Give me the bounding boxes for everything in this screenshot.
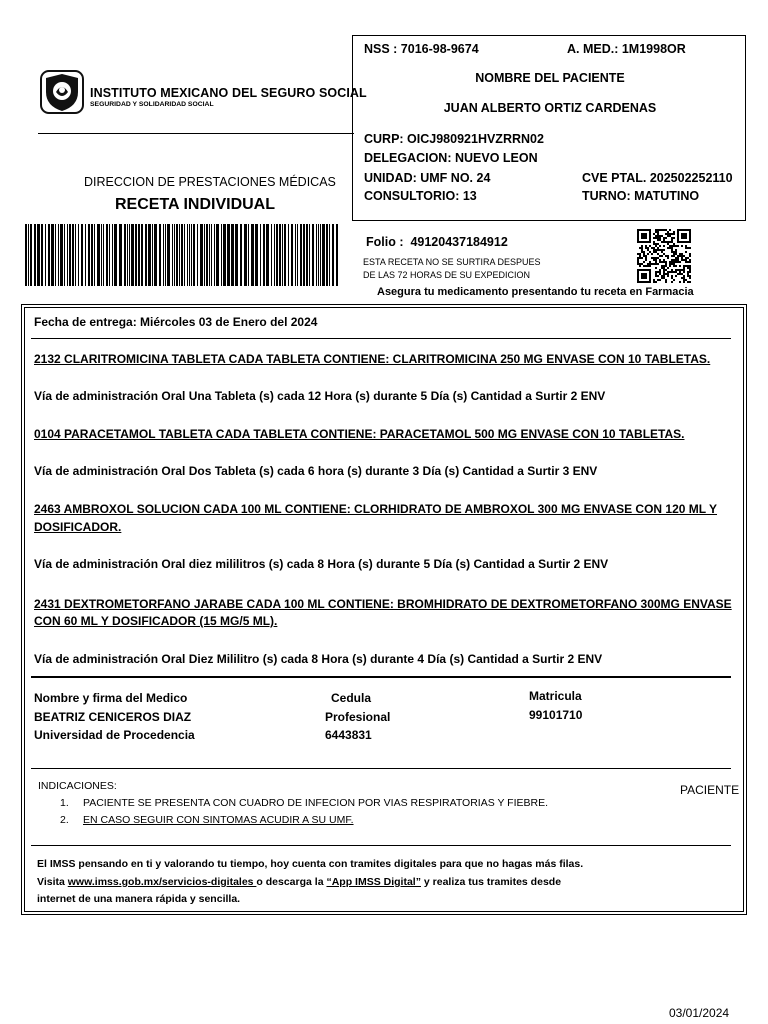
med-desc-4a: 2431 DEXTROMETORFANO JARABE CADA 100 ML CONTIENE: BROMHIDRATO DE DEXTROMETORFANO 300MG ENVASE bbox=[34, 597, 732, 611]
med-via-2: Vía de administración Oral Dos Tableta (s) cada 6 hora (s) durante 3 Día (s) Cantidad a Surtir 3 ENV bbox=[34, 464, 598, 478]
footer-rest: y realiza tus tramites desde bbox=[420, 876, 562, 888]
footer-visita: Visita bbox=[37, 876, 68, 888]
indicaciones-divider bbox=[31, 768, 731, 769]
nss: NSS : 7016-98-9674 bbox=[364, 42, 479, 56]
universidad-label: Universidad de Procedencia bbox=[34, 728, 195, 742]
cedula-label-2: Profesional bbox=[325, 710, 391, 724]
matricula-value: 99101710 bbox=[529, 708, 583, 722]
med-desc-2: 0104 PARACETAMOL TABLETA CADA TABLETA CONTIENE: PARACETAMOL 500 MG ENVASE CON 10 TABLETAS. bbox=[34, 427, 685, 441]
footer-line-3: internet de una manera rápida y sencilla. bbox=[37, 893, 241, 905]
med-desc-3a: 2463 AMBROXOL SOLUCION CADA 100 ML CONTIENE: CLORHIDRATO DE AMBROXOL 300 MG ENVASE CON 120 ML Y bbox=[34, 502, 718, 516]
matricula-label: Matricula bbox=[529, 689, 582, 703]
med-desc-3b: DOSIFICADOR. bbox=[34, 520, 122, 534]
fecha-divider bbox=[31, 338, 731, 339]
unidad: UNIDAD: UMF NO. 24 bbox=[364, 171, 491, 185]
folio-note-line1: ESTA RECETA NO SE SURTIRA DESPUES bbox=[363, 257, 541, 267]
med-via-4: Vía de administración Oral Diez Mililitro (s) cada 8 Hora (s) durante 4 Día (s) Cantidad a Surtir 2 ENV bbox=[34, 652, 603, 666]
patient-info-box bbox=[352, 35, 746, 221]
consultorio: CONSULTORIO: 13 bbox=[364, 189, 477, 203]
folio-label: Folio : bbox=[366, 235, 404, 249]
med-via-3: Vía de administración Oral diez mililitros (s) cada 8 Hora (s) durante 5 Día (s) Cantidad a Surtir 2 ENV bbox=[34, 557, 609, 571]
footer-line-2 bbox=[37, 876, 561, 888]
footer-o: o descarga la bbox=[256, 876, 327, 888]
qr-code bbox=[637, 229, 691, 283]
indicaciones-label: INDICACIONES: bbox=[38, 780, 117, 792]
footer-divider bbox=[31, 845, 731, 846]
cedula-label: Cedula bbox=[331, 691, 372, 705]
app-imss-digital: “App IMSS Digital” bbox=[326, 876, 421, 888]
med-desc-4b: CON 60 ML Y DOSIFICADOR (15 MG/5 ML). bbox=[34, 614, 278, 628]
folio-value: 49120437184912 bbox=[410, 235, 508, 249]
indicacion-2: EN CASO SEGUIR CON SINTOMAS ACUDIR A SU UMF. bbox=[83, 814, 354, 826]
receta-title: RECETA INDIVIDUAL bbox=[115, 196, 275, 213]
imss-services-link[interactable]: www.imss.gob.mx/servicios-digitales bbox=[67, 876, 257, 888]
medico-divider bbox=[31, 676, 731, 678]
a-med: A. MED.: 1M1998OR bbox=[567, 42, 686, 56]
patient-name: JUAN ALBERTO ORTIZ CARDENAS bbox=[443, 101, 657, 115]
delegacion: DELEGACION: NUEVO LEON bbox=[364, 151, 538, 165]
indicacion-num-1: 1. bbox=[60, 797, 69, 809]
cve-ptal: CVE PTAL. 202502252110 bbox=[582, 171, 733, 185]
asegura-note: Asegura tu medicamento presentando tu receta en Farmacia bbox=[377, 286, 694, 298]
curp: CURP: OICJ980921HVZRRN02 bbox=[364, 132, 544, 146]
medico-name-label: Nombre y firma del Medico bbox=[34, 691, 188, 705]
indicacion-num-2: 2. bbox=[60, 814, 69, 826]
med-via-1: Vía de administración Oral Una Tableta (s) cada 12 Hora (s) durante 5 Día (s) Cantidad a Surtir 2 ENV bbox=[34, 389, 606, 403]
indicacion-1: PACIENTE SE PRESENTA CON CUADRO DE INFECION POR VIAS RESPIRATORIAS Y FIEBRE. bbox=[83, 797, 549, 809]
direccion-title: DIRECCION DE PRESTACIONES MÉDICAS bbox=[84, 175, 336, 189]
patient-name-label: NOMBRE DEL PACIENTE bbox=[475, 71, 625, 85]
fecha-entrega: Fecha de entrega: Miércoles 03 de Enero del 2024 bbox=[34, 315, 318, 329]
imss-logo-block bbox=[40, 70, 367, 114]
folio bbox=[366, 235, 508, 249]
institution-name: INSTITUTO MEXICANO DEL SEGURO SOCIAL bbox=[90, 86, 367, 100]
institution-subtitle: SEGURIDAD Y SOLIDARIDAD SOCIAL bbox=[90, 101, 214, 108]
folio-note-line2: DE LAS 72 HORAS DE SU EXPEDICION bbox=[363, 270, 531, 280]
footer-line-1: El IMSS pensando en ti y valorando tu tiempo, hoy cuenta con tramites digitales para que no hagas más filas. bbox=[37, 858, 584, 870]
cedula-value: 6443831 bbox=[325, 728, 372, 742]
copy-label-paciente: PACIENTE bbox=[680, 783, 740, 797]
turno: TURNO: MATUTINO bbox=[582, 189, 700, 203]
med-desc-1: 2132 CLARITROMICINA TABLETA CADA TABLETA CONTIENE: CLARITROMICINA 250 MG ENVASE CON 10 TABLETAS. bbox=[34, 352, 711, 366]
print-date: 03/01/2024 bbox=[669, 1006, 730, 1020]
imss-eagle-logo bbox=[40, 70, 84, 114]
header-divider bbox=[38, 133, 354, 134]
barcode bbox=[24, 224, 340, 286]
medico-name: BEATRIZ CENICEROS DIAZ bbox=[34, 710, 192, 724]
